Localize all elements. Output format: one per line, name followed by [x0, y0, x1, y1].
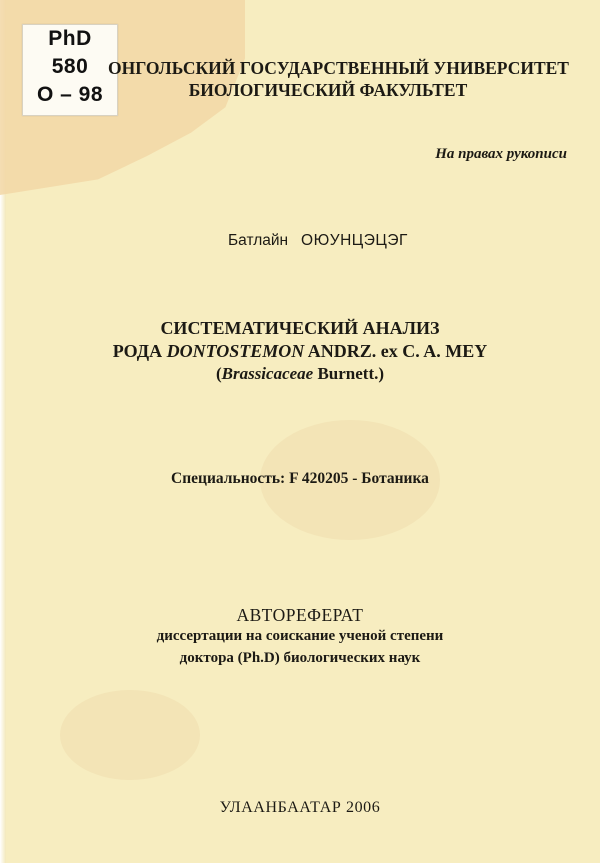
abstract-line-1: диссертации на соискание ученой степени	[156, 628, 444, 644]
paper-stain	[60, 690, 200, 780]
abstract-heading: АВТОРЕФЕРАТ	[236, 605, 364, 625]
call-number-line: 580	[51, 55, 89, 78]
family-suffix: Burnett.)	[313, 364, 385, 383]
university-name: ОНГОЛЬСКИЙ ГОСУДАРСТВЕННЫЙ УНИВЕРСИТЕТ	[108, 58, 569, 78]
specialty: Специальность: F 420205 - Ботаника	[171, 470, 429, 487]
rights-note: На правах рукописи	[435, 146, 567, 162]
genus-name: DONTOSTEMON	[166, 341, 305, 361]
author-last-name: ОЮУНЦЭЦЭГ	[301, 232, 408, 249]
title-line-2	[0, 341, 600, 362]
title-suffix: ANDRZ. ex C. A. MEY	[304, 341, 488, 361]
family-name: Brassicaceae	[221, 364, 314, 383]
faculty-name: БИОЛОГИЧЕСКИЙ ФАКУЛЬТЕТ	[188, 80, 468, 100]
library-call-number-label	[22, 24, 118, 116]
title-line-3	[0, 364, 600, 384]
call-number-line: PhD	[48, 27, 92, 50]
author-name	[228, 232, 408, 250]
abstract-line-2: доктора (Ph.D) биологических наук	[179, 650, 421, 666]
author-first-name: Батлайн	[228, 232, 289, 249]
title-line-1: СИСТЕМАТИЧЕСКИЙ АНАЛИЗ	[160, 318, 440, 338]
place-year: УЛААНБААТАР 2006	[219, 799, 381, 816]
call-number-line: О – 98	[36, 83, 104, 106]
title-prefix: РОДА	[112, 341, 167, 361]
paren-open: (	[215, 364, 222, 383]
